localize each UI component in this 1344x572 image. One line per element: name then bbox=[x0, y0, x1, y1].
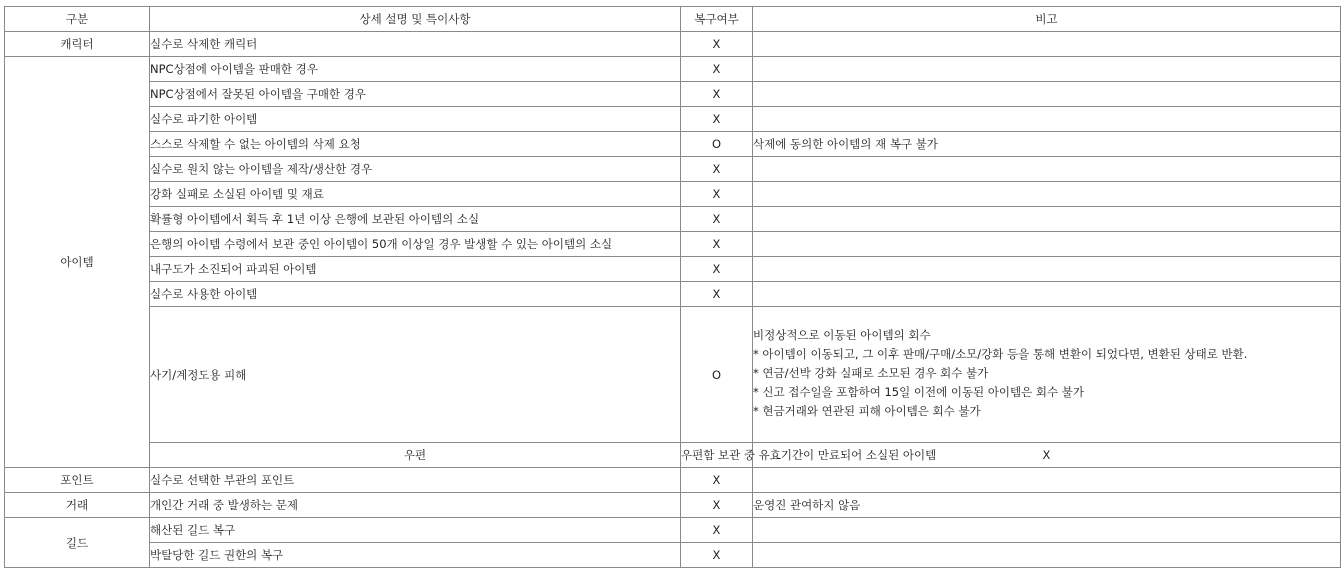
remarks-cell: 삭제에 동의한 아이템의 재 복구 불가 bbox=[753, 132, 1341, 157]
remarks-cell bbox=[753, 107, 1341, 132]
table-row bbox=[5, 282, 1341, 307]
header-description: 상세 설명 및 특이사항 bbox=[150, 7, 681, 32]
remarks-cell bbox=[753, 32, 1341, 57]
description-cell: 스스로 삭제할 수 없는 아이템의 삭제 요청 bbox=[150, 132, 681, 157]
recoverable-cell: O bbox=[681, 132, 753, 157]
description-cell: 해산된 길드 복구 bbox=[150, 518, 681, 543]
table-row bbox=[5, 157, 1341, 182]
description-cell: 우편함 보관 중 유효기간이 만료되어 소실된 아이템 bbox=[681, 443, 753, 468]
recoverable-cell: O bbox=[681, 307, 753, 443]
table-row bbox=[5, 182, 1341, 207]
recoverable-cell: X bbox=[681, 518, 753, 543]
description-cell: NPC상점에서 잘못된 아이템을 구매한 경우 bbox=[150, 82, 681, 107]
table-row bbox=[5, 107, 1341, 132]
description-cell: 실수로 원치 않는 아이템을 제작/생산한 경우 bbox=[150, 157, 681, 182]
table-row bbox=[5, 207, 1341, 232]
recovery-policy-table bbox=[4, 6, 1341, 568]
description-cell: NPC상점에 아이템을 판매한 경우 bbox=[150, 57, 681, 82]
table-row bbox=[5, 543, 1341, 568]
category-cell-mail: 우편 bbox=[150, 443, 681, 468]
remarks-cell bbox=[753, 543, 1341, 568]
table-row bbox=[5, 82, 1341, 107]
table-row bbox=[5, 132, 1341, 157]
description-cell: 박탈당한 길드 권한의 복구 bbox=[150, 543, 681, 568]
description-cell: 은행의 아이템 수령에서 보관 중인 아이템이 50개 이상일 경우 발생할 수 있는 아이템의 소실 bbox=[150, 232, 681, 257]
remarks-cell bbox=[753, 468, 1341, 493]
table-row bbox=[5, 307, 1341, 443]
table-row bbox=[5, 443, 1341, 468]
recoverable-cell: X bbox=[681, 468, 753, 493]
remarks-cell bbox=[753, 157, 1341, 182]
remarks-line: * 현금거래와 연관된 피해 아이템은 회수 불가 bbox=[753, 404, 981, 418]
description-cell: 실수로 선택한 부관의 포인트 bbox=[150, 468, 681, 493]
recoverable-cell: X bbox=[681, 207, 753, 232]
remarks-line: * 신고 접수일을 포함하여 15일 이전에 이동된 아이템은 회수 불가 bbox=[753, 385, 1085, 399]
header-remarks: 비고 bbox=[753, 7, 1341, 32]
description-cell: 확률형 아이템에서 획득 후 1년 이상 은행에 보관된 아이템의 소실 bbox=[150, 207, 681, 232]
remarks-cell bbox=[753, 307, 1341, 443]
remarks-cell: 운영진 관여하지 않음 bbox=[753, 493, 1341, 518]
table-row bbox=[5, 468, 1341, 493]
header-recoverable: 복구여부 bbox=[681, 7, 753, 32]
recoverable-cell: X bbox=[681, 257, 753, 282]
recoverable-cell: X bbox=[681, 57, 753, 82]
category-cell-character: 캐릭터 bbox=[5, 32, 150, 57]
remarks-cell bbox=[753, 232, 1341, 257]
table-row bbox=[5, 232, 1341, 257]
remarks-line: * 아이템이 이동되고, 그 이후 판매/구매/소모/강화 등을 통해 변환이 되었다면, 변환된 상태로 반환. bbox=[753, 347, 1248, 361]
remarks-line: 비정상적으로 이동된 아이템의 회수 bbox=[753, 328, 931, 342]
remarks-cell bbox=[753, 207, 1341, 232]
recoverable-cell: X bbox=[753, 443, 1341, 468]
table-row bbox=[5, 32, 1341, 57]
category-cell-trade: 거래 bbox=[5, 493, 150, 518]
description-cell: 내구도가 소진되어 파괴된 아이템 bbox=[150, 257, 681, 282]
remarks-cell bbox=[753, 57, 1341, 82]
table-row bbox=[5, 493, 1341, 518]
recoverable-cell: X bbox=[681, 543, 753, 568]
category-cell-point: 포인트 bbox=[5, 468, 150, 493]
remarks-cell bbox=[753, 518, 1341, 543]
category-cell-guild: 길드 bbox=[5, 518, 150, 568]
recoverable-cell: X bbox=[681, 82, 753, 107]
table-row bbox=[5, 257, 1341, 282]
table-row bbox=[5, 57, 1341, 82]
remarks-cell bbox=[753, 182, 1341, 207]
description-cell: 사기/계정도용 피해 bbox=[150, 307, 681, 443]
description-cell: 강화 실패로 소실된 아이템 및 재료 bbox=[150, 182, 681, 207]
description-cell: 실수로 삭제한 캐릭터 bbox=[150, 32, 681, 57]
recoverable-cell: X bbox=[681, 157, 753, 182]
recoverable-cell: X bbox=[681, 182, 753, 207]
description-cell: 실수로 사용한 아이템 bbox=[150, 282, 681, 307]
header-category: 구분 bbox=[5, 7, 150, 32]
remarks-line: * 연금/선박 강화 실패로 소모된 경우 회수 불가 bbox=[753, 366, 989, 380]
remarks-cell bbox=[753, 282, 1341, 307]
recoverable-cell: X bbox=[681, 282, 753, 307]
category-cell-item: 아이템 bbox=[5, 57, 150, 468]
table-row bbox=[5, 518, 1341, 543]
remarks-cell bbox=[753, 82, 1341, 107]
description-cell: 개인간 거래 중 발생하는 문제 bbox=[150, 493, 681, 518]
table-header-row bbox=[5, 7, 1341, 32]
recoverable-cell: X bbox=[681, 107, 753, 132]
recoverable-cell: X bbox=[681, 232, 753, 257]
description-cell: 실수로 파기한 아이템 bbox=[150, 107, 681, 132]
recoverable-cell: X bbox=[681, 32, 753, 57]
recoverable-cell: X bbox=[681, 493, 753, 518]
remarks-cell bbox=[753, 257, 1341, 282]
